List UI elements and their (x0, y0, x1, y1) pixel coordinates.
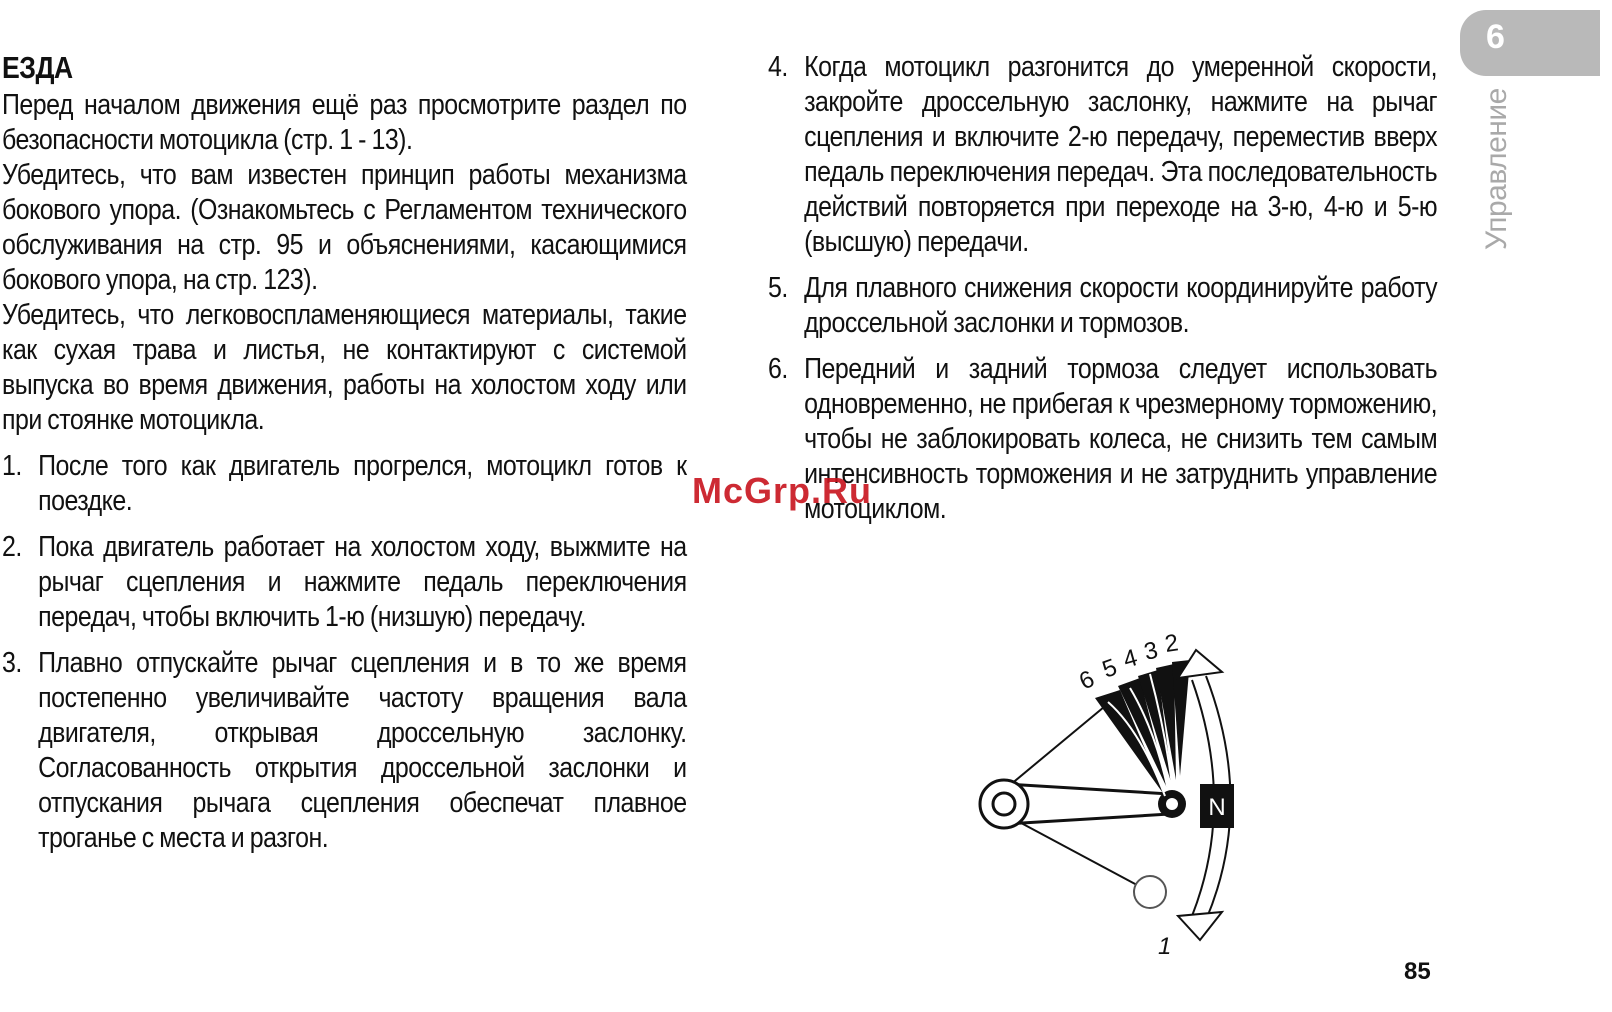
chapter-title: Управление (1480, 88, 1513, 250)
step-number: 6. (768, 353, 788, 385)
step-item (2, 530, 687, 635)
gear-shift-diagram (960, 620, 1280, 970)
step-text: После того как двигатель прогрелся, мотоцикл готов к поездке. (38, 450, 687, 517)
pedal-tip-hole (1166, 798, 1178, 810)
step-number: 3. (2, 647, 22, 679)
lower-pedal-position (1134, 876, 1166, 908)
step-item (768, 50, 1437, 260)
steps-list-part2 (768, 50, 1437, 527)
pedal-pivot-hole (993, 793, 1015, 815)
down-arrow-head (1178, 912, 1222, 940)
gear-label-6: 6 (1075, 665, 1099, 696)
chapter-number: 6 (1486, 18, 1505, 56)
chapter-tab (1460, 10, 1600, 76)
downshift-arm-line (1008, 816, 1150, 892)
paragraph: Убедитесь, что легковоспламеняющиеся материалы, такие как сухая трава и листья, не контактируют с системой выпуска во время движения, работы на холостом ходу или при стоянке мотоцикла. (2, 299, 687, 436)
left-column (2, 48, 687, 856)
shift-pedal (1005, 784, 1170, 824)
step-text: Когда мотоцикл разгонится до умеренной скорости, закройте дроссельную заслонку, нажмите на рычаг сцепления и включите 2-ю передачу, переместив вверх педаль переключения передач. Эта последовательность действий повторяется при переходе на 3-ю, 4-ю и 5-ю (высшую) передачи. (804, 51, 1438, 258)
neutral-label: N (1208, 794, 1226, 821)
step-number: 4. (768, 51, 788, 83)
page-number: 85 (1404, 958, 1431, 985)
step-text: Передний и задний тормоза следует использовать одновременно, не прибегая к чрезмерному торможению, чтобы не заблокировать колеса, не снизить тем самым интенсивность торможения и не затруднить управление мотоциклом. (804, 353, 1438, 525)
step-text: Пока двигатель работает на холостом ходу, выжмите на рычаг сцепления и нажмите педаль переключения передач, чтобы включить 1-ю (низшую) передачу. (38, 531, 687, 633)
upshift-arm-line (1004, 702, 1110, 790)
gear-label-3: 3 (1141, 636, 1161, 666)
paragraph: Перед началом движения ещё раз просмотрите раздел по безопасности мотоцикла (стр. 1 - 13). (2, 89, 687, 156)
step-number: 2. (2, 531, 22, 563)
step-item (2, 449, 687, 519)
step-number: 1. (2, 450, 22, 482)
gear-label-5: 5 (1098, 653, 1121, 684)
gear-label-2: 2 (1163, 629, 1181, 658)
step-number: 5. (768, 272, 788, 304)
section-heading: ЕЗДА (2, 50, 73, 85)
gear-label-4: 4 (1120, 644, 1141, 674)
step-text: Плавно отпускайте рычаг сцепления и в то же время постепенно увеличивайте частоту вращения вала двигателя, открывая дроссельную заслонку. Согласованность открытия дроссельной заслонки и отпускания рычага сцепления обеспечат плавное троганье с места и разгон. (38, 647, 687, 854)
step-text: Для плавного снижения скорости координируйте работу дроссельной заслонки и тормозов. (804, 272, 1438, 339)
gear-label-1: 1 (1158, 933, 1172, 960)
paragraph: Убедитесь, что вам известен принцип работы механизма бокового упора. (Ознакомьтесь с Регламентом технического обслуживания на стр. 95 и объяснениями, касающимися бокового упора, на стр. 123). (2, 159, 687, 296)
steps-list-part1 (2, 449, 687, 856)
step-item (2, 646, 687, 856)
watermark: McGrp.Ru (692, 470, 873, 511)
right-column (768, 50, 1437, 527)
step-item (768, 271, 1437, 341)
